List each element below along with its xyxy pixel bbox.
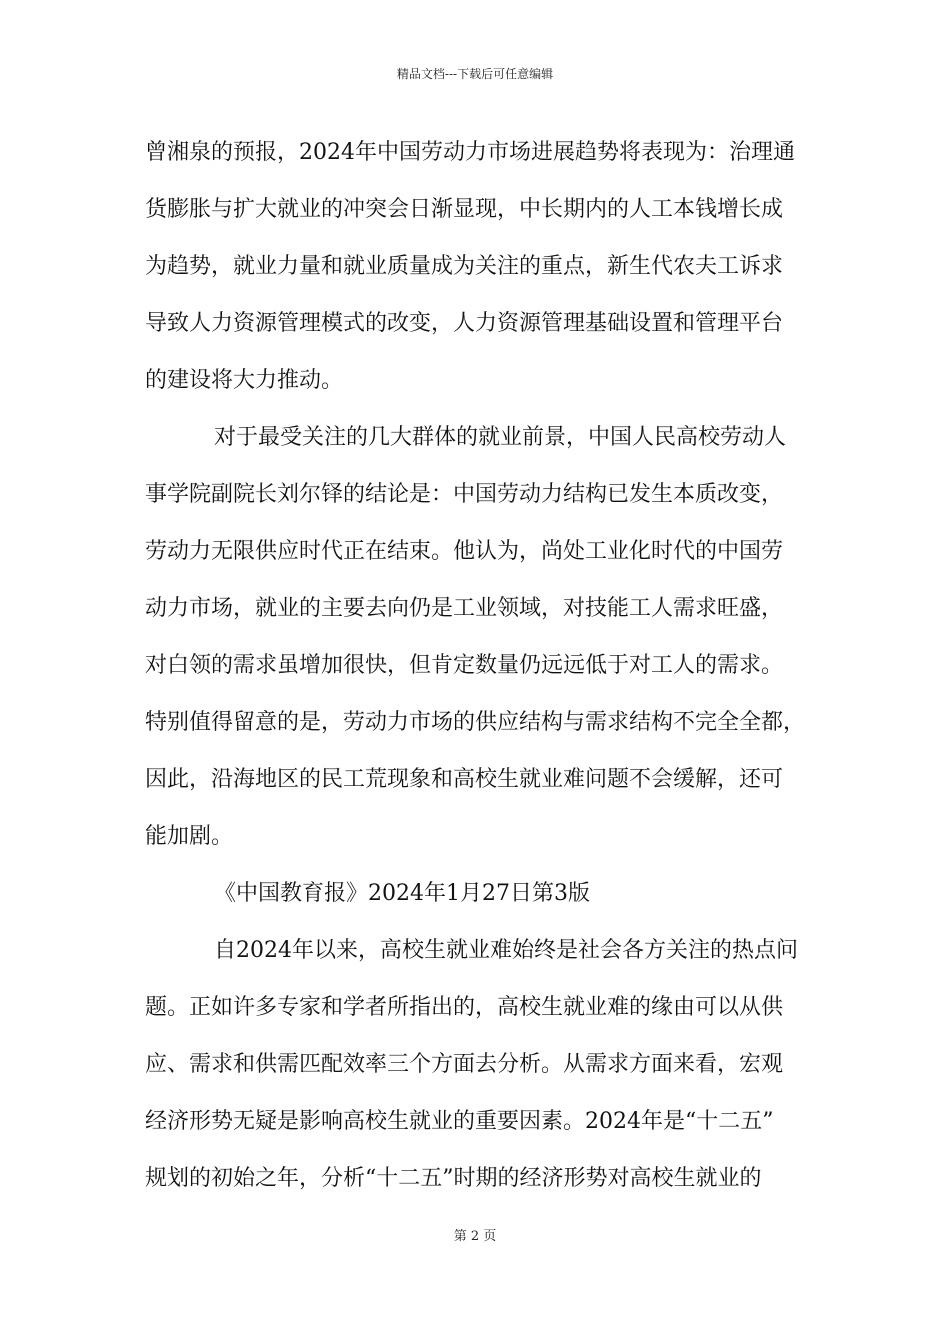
body-line: 劳动力无限供应时代正在结束。他认为，尚处工业化时代的中国劳 xyxy=(145,539,784,564)
body-line: 对白领的需求虽增加很快，但肯定数量仍远远低于对工人的需求。 xyxy=(145,653,784,678)
body-line: 特别值得留意的是，劳动力市场的供应结构与需求结构不完全全都， xyxy=(145,710,806,735)
citation-line: 《中国教育报》2024年1月27日第3版 xyxy=(214,881,590,906)
body-line: 事学院副院长刘尔铎的结论是：中国劳动力结构已发生本质改变， xyxy=(145,482,784,507)
page-number: 第 2 页 xyxy=(453,1229,497,1244)
body-line: 应、需求和供需匹配效率三个方面去分析。从需求方面来看，宏观 xyxy=(145,1052,784,1077)
body-line: 规划的初始之年，分析“十二五”时期的经济形势对高校生就业的 xyxy=(145,1166,762,1191)
paragraph-first-line: 对于最受关注的几大群体的就业前景，中国人民高校劳动人 xyxy=(214,425,787,450)
body-line: 曾湘泉的预报，2024年中国劳动力市场进展趋势将表现为：治理通 xyxy=(145,140,795,165)
body-line: 因此，沿海地区的民工荒现象和高校生就业难问题不会缓解，还可 xyxy=(145,767,784,792)
body-line: 的建设将大力推动。 xyxy=(145,368,344,393)
body-line: 能加剧。 xyxy=(145,824,234,849)
page-header: 精品文档---下载后可任意编辑 xyxy=(396,67,554,81)
body-line: 为趋势，就业力量和就业质量成为关注的重点，新生代农夫工诉求 xyxy=(145,254,784,279)
body-line: 导致人力资源管理模式的改变，人力资源管理基础设置和管理平台 xyxy=(145,311,784,336)
document-body xyxy=(145,131,820,1214)
paragraph-first-line: 自2024年以来，高校生就业难始终是社会各方关注的热点问 xyxy=(214,938,798,963)
body-line: 题。正如许多专家和学者所指出的，高校生就业难的缘由可以从供 xyxy=(145,995,784,1020)
body-line: 经济形势无疑是影响高校生就业的重要因素。2024年是“十二五” xyxy=(145,1109,774,1134)
body-line: 动力市场，就业的主要去向仍是工业领域，对技能工人需求旺盛， xyxy=(145,596,784,621)
body-line: 货膨胀与扩大就业的冲突会日渐显现，中长期内的人工本钱增长成 xyxy=(145,197,784,222)
